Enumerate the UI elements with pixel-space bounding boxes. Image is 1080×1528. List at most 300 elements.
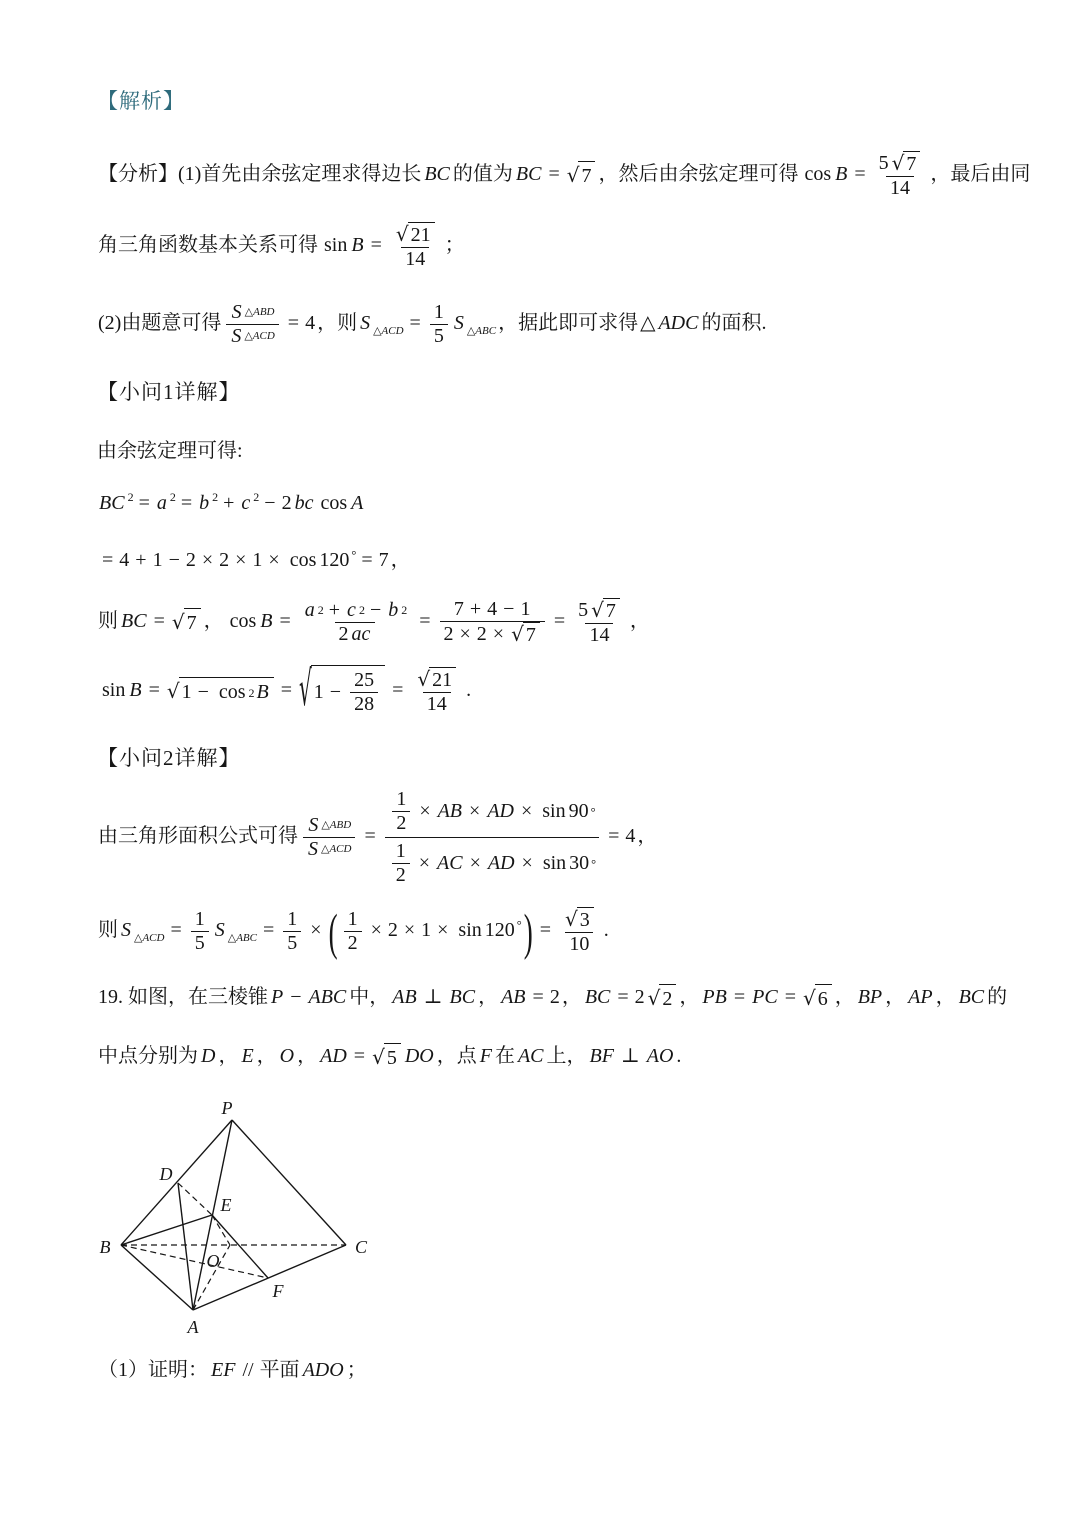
math-mnum: 2 bbox=[634, 986, 645, 1009]
math-mfrac bbox=[344, 908, 362, 955]
math-msub: △ACD bbox=[244, 330, 275, 343]
math-mfn: sin bbox=[324, 234, 348, 257]
math-fden bbox=[226, 324, 278, 348]
math-mop: + bbox=[469, 598, 482, 621]
analysis-line-3 bbox=[97, 299, 992, 350]
math-mop: × bbox=[437, 919, 449, 942]
math-mnum: 2 bbox=[387, 919, 398, 942]
formula-equals-7 bbox=[97, 547, 992, 575]
math-mop: + bbox=[135, 549, 147, 572]
math-vinc bbox=[578, 161, 595, 190]
math-msup: 2 bbox=[358, 602, 365, 617]
math-mfn: cos bbox=[804, 163, 832, 186]
math-mnum: 1 bbox=[194, 908, 205, 931]
math-mvar: S bbox=[360, 312, 371, 335]
section-header-subquestion-1: 【小问1详解】 bbox=[97, 380, 241, 404]
math-mvar: BP bbox=[857, 986, 883, 1009]
math-mop: × bbox=[268, 549, 280, 572]
math-msqrt bbox=[396, 222, 435, 247]
math-fden bbox=[886, 176, 914, 200]
math-mop: = bbox=[392, 679, 404, 702]
math-vinc bbox=[408, 222, 435, 247]
math-mfrac bbox=[391, 222, 440, 271]
math-fnum bbox=[283, 908, 301, 931]
math-mtxt: ； bbox=[444, 234, 465, 257]
math-rad: √ bbox=[372, 1044, 385, 1069]
math-mdeg: ° bbox=[591, 856, 597, 871]
math-mtxt: 【分析】(1)首先由余弦定理求得边长 bbox=[98, 163, 422, 186]
problem-19-line-1 bbox=[97, 984, 1008, 1013]
math-rad: √ bbox=[802, 985, 816, 1010]
math-mnum: 14 bbox=[890, 177, 911, 199]
math-mvar: AD bbox=[487, 852, 515, 875]
math-mfrac bbox=[300, 599, 410, 646]
formula-s-acd bbox=[97, 902, 992, 960]
math-mnum: 4 bbox=[305, 312, 316, 335]
math-mvar: PB bbox=[702, 986, 727, 1009]
math-mop: − bbox=[503, 598, 515, 621]
math-mtxt: 的面积. bbox=[701, 312, 767, 335]
math-msqrt bbox=[648, 984, 677, 1013]
math-mnum: 2 bbox=[185, 549, 196, 572]
math-mop: = bbox=[532, 986, 544, 1009]
figure-vertex-label-E: E bbox=[220, 1195, 232, 1216]
math-mvar: c bbox=[347, 599, 356, 622]
math-mfrac bbox=[283, 908, 301, 955]
math-rad: √ bbox=[417, 666, 431, 691]
math-mnum: 1 bbox=[152, 549, 163, 572]
math-mfrac bbox=[303, 814, 355, 861]
math-mop: = bbox=[409, 312, 421, 335]
math-fden bbox=[350, 692, 378, 716]
math-mfrac bbox=[392, 840, 410, 887]
math-msub: △ACD bbox=[321, 843, 352, 856]
math-msqrt bbox=[167, 677, 274, 706]
math-mvar: D bbox=[201, 1045, 216, 1068]
math-mtxt: ， bbox=[203, 610, 224, 633]
math-mop: × bbox=[492, 623, 505, 646]
math-mop: − bbox=[329, 681, 342, 704]
math-mop: × bbox=[370, 919, 382, 942]
math-mtxt: ，据此即可求得 bbox=[498, 312, 639, 335]
math-fden bbox=[423, 692, 451, 716]
math-msub: △ABC bbox=[466, 325, 497, 338]
math-fden bbox=[392, 811, 410, 835]
math-fnum bbox=[350, 669, 378, 692]
math-mop: × bbox=[310, 919, 322, 942]
math-mnum: 7 bbox=[186, 612, 197, 635]
math-mop: × bbox=[235, 549, 247, 572]
formula-area-ratio bbox=[97, 784, 992, 891]
math-fden bbox=[440, 621, 545, 647]
math-rad: √ bbox=[171, 609, 185, 634]
math-mop: = bbox=[364, 825, 376, 848]
math-fnum bbox=[412, 667, 461, 692]
math-fnum bbox=[450, 598, 535, 621]
math-mfn: sin bbox=[542, 852, 567, 875]
math-mfrac bbox=[392, 788, 410, 835]
math-mvar: E bbox=[241, 1045, 254, 1068]
analysis-line-1 bbox=[97, 149, 1031, 202]
math-msup: 2 bbox=[248, 685, 255, 700]
math-mvar: S bbox=[308, 838, 318, 861]
math-msqrt bbox=[591, 598, 620, 623]
math-mfrac bbox=[430, 301, 448, 348]
math-mnum: 4 bbox=[119, 549, 130, 572]
math-mtxt: 则 bbox=[98, 919, 118, 942]
math-fden bbox=[585, 623, 613, 647]
figure-vertex-label-O: O bbox=[206, 1251, 220, 1272]
math-mtxt: ， bbox=[218, 1045, 239, 1068]
math-msqrt bbox=[892, 151, 921, 176]
math-mnum: 21 bbox=[410, 224, 431, 246]
math-mop: = bbox=[170, 919, 182, 942]
math-mvar: B bbox=[351, 234, 364, 257]
math-mnum: 2 bbox=[443, 623, 454, 646]
math-mtxt: ， bbox=[679, 986, 700, 1009]
math-mop: − bbox=[290, 986, 302, 1009]
tetrahedron-figure bbox=[83, 1098, 992, 1343]
math-mvar: B bbox=[835, 163, 848, 186]
math-mop: = bbox=[263, 919, 275, 942]
math-mop: + bbox=[328, 599, 341, 622]
math-mvar: PC bbox=[752, 986, 778, 1009]
math-mvar: S bbox=[231, 301, 242, 323]
math-fnum bbox=[560, 907, 599, 932]
proof-part-1 bbox=[97, 1357, 992, 1384]
math-mfrac bbox=[440, 598, 545, 647]
math-vinc bbox=[603, 598, 620, 623]
math-mnum: 6 bbox=[817, 988, 828, 1011]
math-mvar: B bbox=[260, 610, 273, 633]
figure-edge bbox=[121, 1245, 193, 1310]
math-fnum bbox=[303, 814, 355, 837]
math-fnum bbox=[391, 222, 440, 247]
math-mtxt: 在 bbox=[494, 1045, 515, 1068]
section-header-subquestion-2: 【小问2详解】 bbox=[97, 746, 241, 771]
math-mop: // bbox=[242, 1359, 254, 1382]
math-vinc bbox=[815, 984, 832, 1013]
figure-vertex-label-F: F bbox=[272, 1281, 284, 1302]
math-mtxt: （1）证明： bbox=[98, 1359, 208, 1382]
math-mnum: 4 bbox=[487, 598, 498, 621]
math-vinc bbox=[384, 1043, 401, 1072]
math-mnum: 7 bbox=[906, 153, 917, 175]
math-fnum bbox=[875, 151, 926, 176]
math-mtxt: 平面 bbox=[259, 1359, 300, 1382]
math-msub: △ABD bbox=[244, 306, 275, 319]
figure-hidden-edge bbox=[212, 1215, 230, 1245]
math-mtxt: ， bbox=[256, 1045, 277, 1068]
math-msqrt bbox=[172, 608, 201, 637]
math-mdeg: ° bbox=[351, 547, 357, 562]
math-mop: × bbox=[419, 800, 431, 823]
math-mvar: AC bbox=[437, 852, 463, 875]
math-mfrac bbox=[350, 669, 378, 716]
math-fden bbox=[283, 931, 301, 955]
math-fden bbox=[303, 837, 355, 861]
math-rad: √ bbox=[891, 150, 905, 175]
formula-cos-b bbox=[97, 596, 992, 649]
math-msup: 2 bbox=[169, 490, 176, 504]
math-mnum: 7 bbox=[605, 600, 616, 623]
math-mnum: 1 bbox=[520, 598, 531, 621]
math-mop: × bbox=[520, 800, 533, 823]
math-mnum: 7 bbox=[581, 165, 592, 187]
math-mop: = bbox=[279, 610, 291, 633]
math-vinc bbox=[179, 677, 274, 706]
math-msub: △ABD bbox=[321, 819, 352, 832]
math-mvar: AB bbox=[437, 800, 463, 823]
math-msup: 2 bbox=[253, 490, 260, 504]
math-mnum: 1 bbox=[421, 919, 432, 942]
math-mnum: 21 bbox=[432, 669, 453, 692]
math-msqrt bbox=[417, 667, 456, 692]
math-mnum: 3 bbox=[579, 909, 590, 932]
math-mtxt: 中点分别为 bbox=[98, 1045, 198, 1068]
math-mtxt: ； bbox=[346, 1359, 367, 1382]
math-mop: − bbox=[168, 549, 180, 572]
math-msup: 2 bbox=[212, 490, 219, 504]
math-mop: × bbox=[418, 852, 431, 875]
math-mfrac bbox=[574, 598, 625, 647]
math-fden bbox=[565, 932, 593, 956]
math-mvar: BC bbox=[515, 163, 542, 186]
math-fnum bbox=[191, 908, 209, 931]
math-mnum: 120 bbox=[319, 549, 350, 572]
math-fnum bbox=[344, 908, 362, 931]
math-mop: = bbox=[548, 163, 560, 186]
math-mvar: BF bbox=[589, 1045, 614, 1068]
math-mnum: 90 bbox=[568, 800, 589, 823]
math-mdeg: ° bbox=[590, 804, 596, 819]
figure-vertex-label-A: A bbox=[187, 1317, 199, 1338]
math-mnum: 10 bbox=[569, 933, 590, 956]
math-mnum: 2 bbox=[347, 932, 358, 955]
math-mvar: AB bbox=[501, 986, 526, 1009]
math-mnum: 2 bbox=[476, 623, 487, 646]
math-fden bbox=[344, 931, 362, 955]
math-mfrac bbox=[226, 301, 278, 348]
math-mop: = bbox=[180, 491, 193, 514]
figure-vertex-label-D: D bbox=[159, 1164, 173, 1185]
math-mop: = bbox=[353, 1045, 366, 1068]
math-mop: + bbox=[223, 491, 235, 514]
math-mfrac bbox=[385, 786, 599, 889]
problem-19-line-2 bbox=[97, 1043, 992, 1072]
math-bigp: ( bbox=[328, 902, 338, 960]
tetrahedron-figure-svg bbox=[83, 1098, 393, 1343]
math-mtxt: ，则 bbox=[317, 312, 358, 335]
math-mvar: AC bbox=[517, 1045, 544, 1068]
math-mvar: A bbox=[351, 491, 364, 514]
math-mvar: S bbox=[231, 325, 242, 347]
math-mnum: 28 bbox=[354, 693, 375, 716]
math-vinc bbox=[903, 151, 920, 176]
math-rad: √ bbox=[591, 597, 604, 622]
math-mnum: 2 bbox=[396, 812, 407, 835]
math-mvar: c bbox=[241, 491, 251, 514]
math-mtxt: (2)由题意可得 bbox=[98, 312, 222, 335]
math-mop: = bbox=[148, 679, 160, 702]
math-mvar: AD bbox=[487, 800, 514, 823]
math-mtxt: ，最后由同 bbox=[930, 163, 1031, 186]
math-mnum: 7 bbox=[525, 624, 536, 647]
math-msup: 2 bbox=[401, 602, 408, 617]
math-msqrt bbox=[299, 659, 385, 718]
math-mop: = bbox=[361, 549, 373, 572]
math-mvar: BC bbox=[424, 163, 450, 186]
math-mnum: 5 bbox=[878, 152, 889, 174]
math-mop: = bbox=[553, 610, 566, 633]
figure-hidden-edge bbox=[121, 1245, 268, 1278]
math-mtxt: ， bbox=[478, 986, 499, 1009]
math-rad: √ bbox=[299, 659, 312, 717]
math-mvar: S bbox=[121, 919, 131, 942]
math-mvar: BC bbox=[121, 610, 147, 633]
math-rad: √ bbox=[566, 162, 580, 187]
math-mop: = bbox=[287, 312, 300, 335]
math-vinc bbox=[577, 907, 594, 932]
math-vinc bbox=[184, 608, 201, 637]
math-mvar: b bbox=[199, 491, 210, 514]
math-mop: × bbox=[459, 623, 471, 646]
math-mvar: ADO bbox=[302, 1359, 344, 1382]
math-msqrt bbox=[511, 622, 540, 647]
math-mtxt: ， bbox=[390, 549, 411, 572]
math-mtxt: ， bbox=[561, 986, 582, 1009]
math-msup: 2 bbox=[317, 602, 324, 617]
math-mdeg: ° bbox=[516, 917, 522, 932]
math-msqrt bbox=[567, 161, 596, 190]
math-mvar: AO bbox=[646, 1045, 674, 1068]
math-mvar: AP bbox=[908, 986, 933, 1009]
math-mvar: DO bbox=[404, 1045, 434, 1068]
math-mtxt: . bbox=[466, 679, 472, 702]
math-mnum: 2 bbox=[395, 864, 406, 887]
math-mvar: S bbox=[453, 312, 464, 335]
math-mnum: 1 bbox=[252, 549, 263, 572]
math-fnum bbox=[385, 786, 598, 837]
math-mtxt: 19. 如图，在三棱锥 bbox=[98, 986, 268, 1009]
math-mop: − bbox=[264, 491, 276, 514]
math-vinc bbox=[523, 622, 540, 647]
math-mvar: AD bbox=[320, 1045, 347, 1068]
math-msub: △ABC bbox=[227, 932, 257, 945]
math-rad: √ bbox=[395, 221, 409, 246]
math-mop: = bbox=[617, 986, 629, 1009]
math-vinc bbox=[659, 984, 676, 1013]
analysis-line-2 bbox=[97, 220, 992, 273]
math-mtxt: ，点 bbox=[436, 1045, 477, 1068]
math-mvar: ADC bbox=[658, 312, 699, 335]
math-mop: = bbox=[419, 610, 431, 633]
math-fden bbox=[385, 837, 599, 889]
math-mvar: B bbox=[256, 681, 269, 704]
figure-edge bbox=[232, 1120, 346, 1245]
math-fnum bbox=[392, 788, 410, 811]
math-mnum: 5 bbox=[287, 932, 298, 955]
math-mtxt: ，然后由余弦定理可得 bbox=[598, 163, 799, 186]
math-mnum: 5 bbox=[578, 599, 589, 622]
math-vinc bbox=[429, 667, 456, 692]
math-mnum: 14 bbox=[426, 693, 447, 716]
math-mtxt: . bbox=[676, 1045, 682, 1068]
math-mnum: 1 bbox=[181, 681, 192, 704]
math-mvar: P bbox=[271, 986, 284, 1009]
math-mnum: 1 bbox=[287, 908, 298, 931]
math-rad: √ bbox=[511, 621, 524, 646]
math-mop: − bbox=[369, 599, 382, 622]
math-mop: ⊥ bbox=[423, 986, 443, 1009]
math-mtxt: 由三角形面积公式可得 bbox=[98, 825, 298, 848]
math-mop: = bbox=[539, 919, 551, 942]
math-mnum: 1 bbox=[347, 908, 358, 931]
figure-hidden-edge bbox=[178, 1183, 212, 1215]
math-mfn: cos bbox=[229, 610, 257, 633]
math-mnum: 5 bbox=[433, 325, 444, 347]
math-mfrac bbox=[191, 908, 209, 955]
math-mop: × bbox=[469, 800, 481, 823]
math-mop: = bbox=[608, 825, 620, 848]
math-mvar: BC bbox=[99, 491, 125, 514]
figure-vertex-label-B: B bbox=[99, 1237, 111, 1258]
math-mnum: 2 bbox=[549, 986, 560, 1009]
formula-bc-squared bbox=[97, 489, 992, 517]
math-mop: ⊥ bbox=[620, 1045, 640, 1068]
math-mtxt: ， bbox=[629, 610, 650, 633]
math-mop: × bbox=[469, 852, 481, 875]
math-mtxt: 则 bbox=[98, 610, 118, 633]
math-mtxt: ， bbox=[297, 1045, 318, 1068]
math-mvar: bc bbox=[294, 491, 314, 514]
math-mtxt: ， bbox=[834, 986, 855, 1009]
math-mfn: sin bbox=[542, 800, 566, 823]
math-mvar: ac bbox=[351, 623, 371, 646]
math-mfrac bbox=[875, 151, 926, 200]
math-mop: = bbox=[854, 163, 866, 186]
math-mtxt: ， bbox=[637, 825, 658, 848]
math-msqrt bbox=[565, 907, 594, 932]
math-mvar: O bbox=[279, 1045, 295, 1068]
math-fnum bbox=[430, 301, 448, 324]
math-mnum: 25 bbox=[354, 669, 375, 692]
math-mnum: 5 bbox=[386, 1047, 397, 1070]
math-bigp: ) bbox=[523, 902, 533, 960]
math-mop: = bbox=[153, 610, 165, 633]
math-mfn: cos bbox=[218, 681, 246, 704]
math-mtxt: . bbox=[603, 919, 609, 942]
math-mvar: EF bbox=[211, 1359, 236, 1382]
figure-vertex-label-C: C bbox=[354, 1237, 368, 1258]
math-mop: = bbox=[138, 491, 150, 514]
math-vinc bbox=[311, 665, 385, 718]
math-fden bbox=[401, 247, 429, 271]
math-mtxt: 的 bbox=[987, 986, 1008, 1009]
math-mnum: 2 bbox=[338, 623, 349, 646]
math-mfrac bbox=[412, 667, 461, 716]
math-fnum bbox=[227, 301, 279, 324]
math-mop: × bbox=[403, 919, 416, 942]
math-mop: × bbox=[201, 549, 214, 572]
math-mop: = bbox=[102, 549, 114, 572]
math-mnum: 30 bbox=[569, 852, 590, 875]
math-mtxt: 的值为 bbox=[452, 163, 513, 186]
math-msqrt bbox=[803, 984, 832, 1013]
math-mnum: 4 bbox=[625, 825, 636, 848]
math-mnum: 2 bbox=[219, 549, 230, 572]
math-mop: = bbox=[733, 986, 746, 1009]
